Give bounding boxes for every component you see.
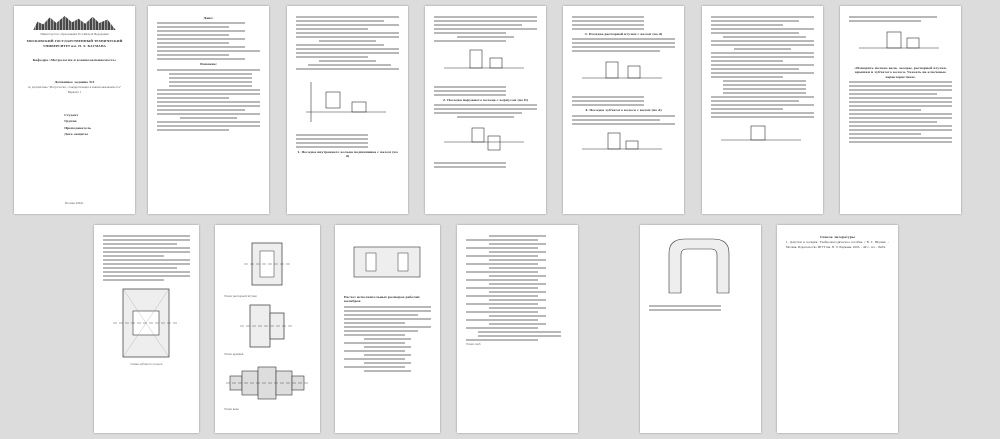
work-title: Домашнее задание №1 xyxy=(54,80,95,85)
student-label: Студент xyxy=(64,113,79,118)
gauge-drawing-icon xyxy=(344,233,430,293)
tolerance-diagram-5-icon xyxy=(572,127,672,167)
city-year: Москва 2004г. xyxy=(64,201,85,205)
page-5-sleeve-gear xyxy=(563,6,684,214)
page-9-sketches xyxy=(215,225,320,433)
caption-shaft-sketch: Эскиз вала xyxy=(224,407,239,411)
gauges-heading: Расчет исполнительных размеров рабочих калибров xyxy=(344,295,420,304)
reference-1: 1. Допуски и посадки. Учебно-методическое пособие. / В. Г. Якушев. – Москва: Издательство МГТУ им. Н. Э. Баумана, 2003. – 49 с.: ил. – Библ. xyxy=(786,241,889,249)
task-variant: Вариант 1 xyxy=(67,90,82,94)
page-1-title-page xyxy=(14,6,135,214)
page-7-measure xyxy=(840,6,961,214)
given-heading: Дано: xyxy=(203,16,214,20)
solution-heading: Решение: xyxy=(200,62,217,67)
gear-drawing-icon xyxy=(103,283,189,363)
group-label: Группа xyxy=(64,119,77,124)
page-4-bearing-outer xyxy=(425,6,546,214)
department-name: Кафедра «Метрология и взаимозаменяемость» xyxy=(32,57,117,62)
tolerance-diagram-6-icon xyxy=(711,120,811,154)
teacher-label: Преподаватель xyxy=(64,125,92,130)
caption-inner-ring: 1. Посадка внутреннего кольца подшипника с валом (по d) xyxy=(297,150,398,159)
university-logo-icon xyxy=(33,16,115,30)
tolerance-diagram-2-icon xyxy=(434,44,534,84)
ministry-line: Министерство образования Российской Федерации xyxy=(40,33,109,36)
date-label: Дата защиты xyxy=(64,131,88,136)
caption-cover-sketch: Эскиз крышки xyxy=(224,353,244,357)
page-10-gauges xyxy=(335,225,440,433)
staple-drawing-icon xyxy=(649,233,749,303)
shaft-drawing-icon xyxy=(224,358,310,408)
page-12-references xyxy=(640,225,761,433)
measure-heading: «Измерить мелкие вала, зазоры, распорной втулки, крышки и зубчатого колеса. Указать на ключевые характеристики» xyxy=(854,66,947,79)
tolerance-diagram-3-icon xyxy=(434,120,534,160)
references-heading: Список литературы xyxy=(820,235,855,239)
tolerance-diagram-1-icon xyxy=(296,72,396,132)
page-3-bearing-inner xyxy=(287,6,408,214)
caption-outer-ring: 2. Посадка наружного кольца с корпусом (по D) xyxy=(442,98,529,102)
caption-gear-scheme: Схема зубчатого колеса xyxy=(130,363,163,366)
page-8-gear-sketch xyxy=(94,225,199,433)
page-6-calculation xyxy=(702,6,823,214)
page-13-literature xyxy=(777,225,898,433)
page-11-gauge-sizes xyxy=(457,225,578,433)
caption-sleeve-sketch: Эскиз распорной втулки xyxy=(224,295,257,298)
caption-sleeve: 3. Посадка распорной втулки с валом (по d) xyxy=(584,32,663,36)
caption-gear: 4. Посадка зубчатого колеса с валом (по d) xyxy=(585,108,662,113)
page-2-given xyxy=(148,6,269,214)
tolerance-diagram-4-icon xyxy=(572,54,672,94)
university-name: МОСКОВСКИЙ ГОСУДАРСТВЕННЫЙ ТЕХНИЧЕСКИЙ УНИВЕРСИТЕТ им. Н. Э. БАУМАНА xyxy=(26,39,123,48)
course-name: по дисциплине "Метрология, стандартизация и взаимозаменяемость" xyxy=(27,86,122,90)
cover-drawing-icon xyxy=(224,299,310,353)
caption-staple-sketch: Эскиз скоб xyxy=(466,343,481,346)
sleeve-drawing-icon xyxy=(224,233,310,295)
tolerance-diagram-7-icon xyxy=(849,24,949,64)
